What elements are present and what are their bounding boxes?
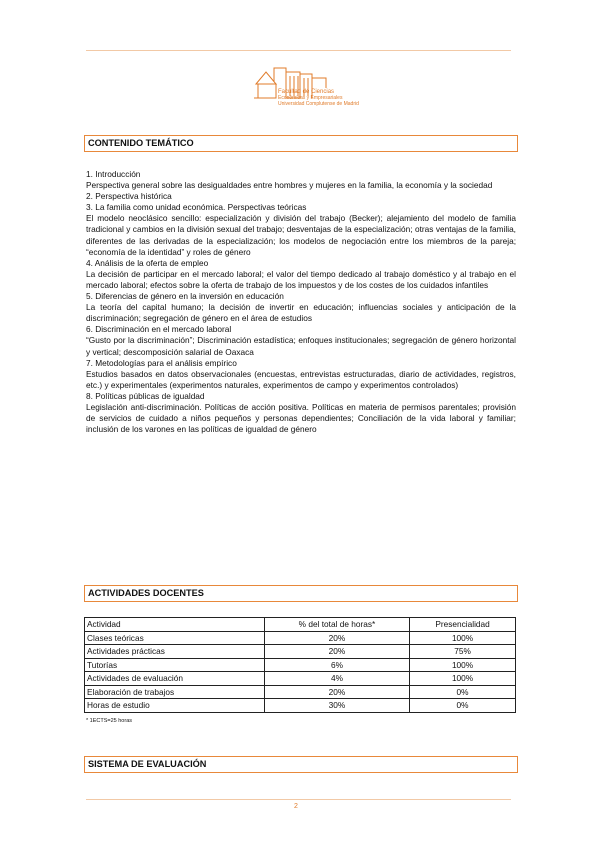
section-header-evaluacion: SISTEMA DE EVALUACIÓN (84, 756, 518, 773)
table-row (85, 699, 516, 713)
topic-description: El modelo neoclásico sencillo: especialización y división del trabajo (Becker); alejamiento del modelo de familia tradicional y cambios en la división sexual del trabajo; desventajas de la especialización; otras ventajas de la familia, diferentes de las derivadas de la especialización; los modelos de negociación entre los miembros de la pareja; “economía de la identidad” y roles de género (86, 213, 516, 257)
topic-title: 5. Diferencias de género en la inversión en educación (86, 291, 284, 302)
topic-title: 8. Políticas públicas de igualdad (86, 390, 205, 401)
table-cell: 0% (410, 685, 516, 699)
topic-title: 6. Discriminación en el mercado laboral (86, 324, 232, 335)
topic-description: La decisión de participar en el mercado laboral; el valor del tiempo dedicado al trabajo doméstico y al trabajo en el mercado laboral; efectos sobre la oferta de trabajo de los impuestos y de los costes de los cuidados infantiles (86, 268, 516, 290)
topic-title: 4. Análisis de la oferta de empleo (86, 257, 209, 268)
table-cell: Clases teóricas (85, 631, 265, 645)
table-cell: 20% (264, 685, 409, 699)
table-cell: 20% (264, 631, 409, 645)
topic-description: Legislación anti-discriminación. Políticas de acción positiva. Políticas en materia de permisos parentales; provisión de servicios de cuidado a niños pequeños y personas dependientes; Conciliación de la vida laboral y familiar; inclusión de los varones en las políticas de igualdad de género (86, 401, 516, 435)
topic-description: La teoría del capital humano; la decisión de invertir en educación; influencias sociales y anticipación de la discriminación; segregación de género en el área de estudios (86, 302, 516, 324)
topic-description: “Gusto por la discriminación”; Discriminación estadística; enfoques institucionales; segregación de género horizontal y vertical; descomposición salarial de Oaxaca (86, 335, 516, 357)
table-row (85, 672, 516, 686)
footer-rule (86, 799, 511, 800)
table-cell: 30% (264, 699, 409, 713)
table-row (85, 645, 516, 659)
column-header: Actividad (85, 618, 265, 632)
column-header: % del total de horas* (264, 618, 409, 632)
table-cell: Tutorías (85, 658, 265, 672)
topic-title: 2. Perspectiva histórica (86, 191, 172, 202)
table-cell: Horas de estudio (85, 699, 265, 713)
page-number: 2 (294, 803, 298, 810)
table-footnote: * 1ECTS=25 horas (86, 718, 133, 724)
table-cell: 20% (264, 645, 409, 659)
section-header-actividades: ACTIVIDADES DOCENTES (84, 585, 518, 602)
table-cell: 6% (264, 658, 409, 672)
table-header-row (85, 618, 516, 632)
contenido-body (86, 169, 516, 435)
table-cell: 4% (264, 672, 409, 686)
table-cell: Actividades prácticas (85, 645, 265, 659)
header-rule (86, 50, 511, 51)
topic-description: Perspectiva general sobre las desigualdades entre hombres y mujeres en la familia, la economía y la sociedad (86, 180, 493, 191)
table-cell: Elaboración de trabajos (85, 685, 265, 699)
table-row (85, 631, 516, 645)
faculty-logo-text: Facultad de Ciencias Económicas y Empresariales Universidad Complutense de Madrid (278, 89, 359, 107)
topic-description: Estudios basados en datos observacionales (encuestas, entrevistas estructuradas, diario de actividades, registros, etc.) y experimentales (experimentos naturales, experimentos de campo y experimentos controlados) (86, 368, 516, 390)
section-header-contenido: CONTENIDO TEMÁTICO (84, 135, 518, 152)
table-cell: Actividades de evaluación (85, 672, 265, 686)
activities-table (84, 617, 516, 713)
column-header: Presencialidad (410, 618, 516, 632)
table-cell: 100% (410, 658, 516, 672)
table-cell: 75% (410, 645, 516, 659)
table-cell: 100% (410, 672, 516, 686)
topic-title: 3. La familia como unidad económica. Perspectivas teóricas (86, 202, 307, 213)
table-row (85, 658, 516, 672)
topic-title: 1. Introducción (86, 169, 141, 179)
topic-title: 7. Metodologías para el análisis empírico (86, 357, 237, 368)
table-row (85, 685, 516, 699)
table-cell: 0% (410, 699, 516, 713)
table-cell: 100% (410, 631, 516, 645)
